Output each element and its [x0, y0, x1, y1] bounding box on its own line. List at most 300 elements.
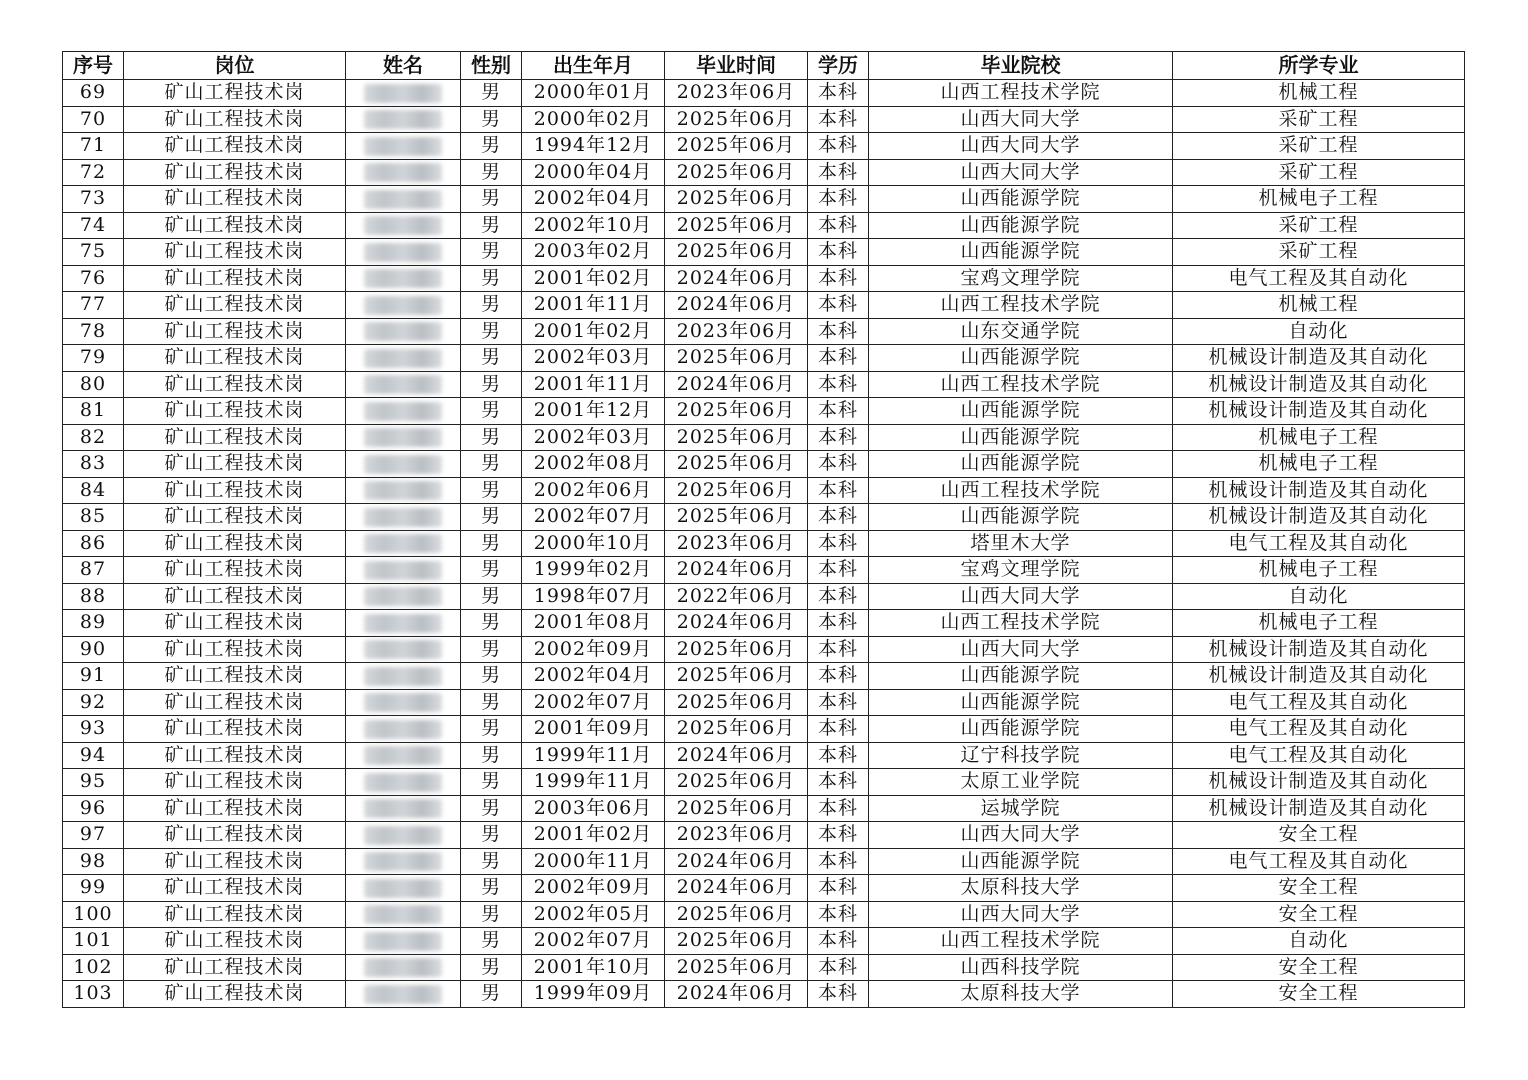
cell-gender: 男	[461, 928, 522, 955]
cell-no: 91	[63, 663, 124, 690]
header-grad: 毕业时间	[665, 52, 808, 80]
cell-birth: 2003年02月	[522, 239, 665, 266]
cell-grad: 2024年06月	[665, 371, 808, 398]
cell-name	[346, 689, 461, 716]
table-row	[63, 345, 1465, 372]
cell-grad: 2025年06月	[665, 451, 808, 478]
cell-gender: 男	[461, 875, 522, 902]
cell-post: 矿山工程技术岗	[124, 557, 346, 584]
cell-name	[346, 583, 461, 610]
cell-no: 78	[63, 318, 124, 345]
cell-post: 矿山工程技术岗	[124, 159, 346, 186]
cell-name	[346, 345, 461, 372]
table-row	[63, 451, 1465, 478]
table-row	[63, 133, 1465, 160]
cell-school: 太原工业学院	[869, 769, 1173, 796]
cell-birth: 2001年10月	[522, 954, 665, 981]
cell-degree: 本科	[808, 265, 869, 292]
header-degree: 学历	[808, 52, 869, 80]
cell-degree: 本科	[808, 981, 869, 1008]
redacted-name	[364, 746, 442, 765]
cell-post: 矿山工程技术岗	[124, 822, 346, 849]
cell-major: 机械设计制造及其自动化	[1173, 769, 1465, 796]
cell-name	[346, 424, 461, 451]
header-gender: 性别	[461, 52, 522, 80]
redacted-name	[364, 163, 442, 182]
table-row	[63, 292, 1465, 319]
cell-birth: 2001年08月	[522, 610, 665, 637]
cell-school: 运城学院	[869, 795, 1173, 822]
cell-gender: 男	[461, 451, 522, 478]
redacted-name	[364, 84, 442, 103]
cell-no: 79	[63, 345, 124, 372]
cell-degree: 本科	[808, 848, 869, 875]
cell-major: 安全工程	[1173, 822, 1465, 849]
redacted-name	[364, 190, 442, 209]
cell-grad: 2025年06月	[665, 424, 808, 451]
cell-school: 山西能源学院	[869, 848, 1173, 875]
cell-birth: 2001年02月	[522, 318, 665, 345]
cell-major: 机械设计制造及其自动化	[1173, 477, 1465, 504]
redacted-name	[364, 799, 442, 818]
table-row	[63, 716, 1465, 743]
cell-post: 矿山工程技术岗	[124, 742, 346, 769]
candidate-table	[62, 51, 1465, 1008]
cell-school: 塔里木大学	[869, 530, 1173, 557]
cell-no: 69	[63, 80, 124, 107]
cell-birth: 2002年09月	[522, 875, 665, 902]
cell-no: 85	[63, 504, 124, 531]
cell-major: 机械设计制造及其自动化	[1173, 663, 1465, 690]
table-row	[63, 848, 1465, 875]
cell-major: 机械电子工程	[1173, 610, 1465, 637]
cell-grad: 2023年06月	[665, 80, 808, 107]
cell-grad: 2025年06月	[665, 504, 808, 531]
redacted-name	[364, 879, 442, 898]
cell-birth: 2001年11月	[522, 371, 665, 398]
cell-major: 机械设计制造及其自动化	[1173, 795, 1465, 822]
cell-gender: 男	[461, 159, 522, 186]
cell-birth: 2001年02月	[522, 822, 665, 849]
cell-school: 宝鸡文理学院	[869, 557, 1173, 584]
cell-grad: 2025年06月	[665, 689, 808, 716]
cell-post: 矿山工程技术岗	[124, 477, 346, 504]
cell-grad: 2025年06月	[665, 133, 808, 160]
redacted-name	[364, 561, 442, 580]
cell-degree: 本科	[808, 875, 869, 902]
cell-degree: 本科	[808, 451, 869, 478]
cell-major: 电气工程及其自动化	[1173, 265, 1465, 292]
cell-name	[346, 186, 461, 213]
redacted-name	[364, 640, 442, 659]
cell-gender: 男	[461, 424, 522, 451]
cell-gender: 男	[461, 477, 522, 504]
header-birth: 出生年月	[522, 52, 665, 80]
cell-major: 采矿工程	[1173, 239, 1465, 266]
cell-grad: 2024年06月	[665, 742, 808, 769]
cell-name	[346, 106, 461, 133]
table-row	[63, 636, 1465, 663]
cell-major: 安全工程	[1173, 875, 1465, 902]
cell-gender: 男	[461, 689, 522, 716]
cell-post: 矿山工程技术岗	[124, 292, 346, 319]
cell-gender: 男	[461, 848, 522, 875]
cell-gender: 男	[461, 795, 522, 822]
cell-gender: 男	[461, 981, 522, 1008]
cell-school: 山西能源学院	[869, 716, 1173, 743]
cell-school: 山西工程技术学院	[869, 371, 1173, 398]
cell-major: 安全工程	[1173, 954, 1465, 981]
cell-name	[346, 451, 461, 478]
cell-post: 矿山工程技术岗	[124, 636, 346, 663]
cell-school: 山西能源学院	[869, 504, 1173, 531]
redacted-name	[364, 852, 442, 871]
redacted-name	[364, 534, 442, 553]
cell-gender: 男	[461, 212, 522, 239]
cell-no: 77	[63, 292, 124, 319]
cell-name	[346, 663, 461, 690]
cell-birth: 2002年07月	[522, 928, 665, 955]
cell-grad: 2023年06月	[665, 822, 808, 849]
cell-school: 山西大同大学	[869, 133, 1173, 160]
cell-birth: 2002年10月	[522, 212, 665, 239]
cell-school: 山西大同大学	[869, 583, 1173, 610]
cell-degree: 本科	[808, 477, 869, 504]
cell-birth: 2001年11月	[522, 292, 665, 319]
cell-degree: 本科	[808, 636, 869, 663]
cell-name	[346, 795, 461, 822]
cell-grad: 2025年06月	[665, 716, 808, 743]
cell-post: 矿山工程技术岗	[124, 981, 346, 1008]
cell-name	[346, 928, 461, 955]
cell-name	[346, 159, 461, 186]
cell-name	[346, 239, 461, 266]
table-row	[63, 901, 1465, 928]
table-row	[63, 742, 1465, 769]
cell-name	[346, 822, 461, 849]
table-row	[63, 504, 1465, 531]
cell-degree: 本科	[808, 928, 869, 955]
cell-post: 矿山工程技术岗	[124, 583, 346, 610]
cell-name	[346, 265, 461, 292]
table-row	[63, 318, 1465, 345]
cell-birth: 2002年07月	[522, 689, 665, 716]
cell-post: 矿山工程技术岗	[124, 239, 346, 266]
cell-gender: 男	[461, 530, 522, 557]
cell-major: 机械电子工程	[1173, 557, 1465, 584]
cell-no: 95	[63, 769, 124, 796]
cell-name	[346, 875, 461, 902]
cell-school: 辽宁科技学院	[869, 742, 1173, 769]
cell-degree: 本科	[808, 398, 869, 425]
table-row	[63, 239, 1465, 266]
table-row	[63, 186, 1465, 213]
cell-major: 采矿工程	[1173, 159, 1465, 186]
cell-major: 机械设计制造及其自动化	[1173, 345, 1465, 372]
cell-grad: 2025年06月	[665, 212, 808, 239]
cell-name	[346, 371, 461, 398]
cell-gender: 男	[461, 583, 522, 610]
cell-no: 92	[63, 689, 124, 716]
cell-grad: 2022年06月	[665, 583, 808, 610]
cell-school: 山西能源学院	[869, 239, 1173, 266]
cell-birth: 2000年01月	[522, 80, 665, 107]
cell-degree: 本科	[808, 292, 869, 319]
cell-post: 矿山工程技术岗	[124, 398, 346, 425]
cell-no: 102	[63, 954, 124, 981]
table-row	[63, 371, 1465, 398]
cell-major: 机械设计制造及其自动化	[1173, 636, 1465, 663]
redacted-name	[364, 958, 442, 977]
cell-gender: 男	[461, 716, 522, 743]
header-major: 所学专业	[1173, 52, 1465, 80]
cell-major: 采矿工程	[1173, 133, 1465, 160]
cell-no: 99	[63, 875, 124, 902]
cell-major: 机械电子工程	[1173, 451, 1465, 478]
redacted-name	[364, 296, 442, 315]
cell-degree: 本科	[808, 212, 869, 239]
redacted-name	[364, 137, 442, 156]
cell-grad: 2025年06月	[665, 928, 808, 955]
cell-grad: 2025年06月	[665, 398, 808, 425]
redacted-name	[364, 110, 442, 129]
cell-no: 97	[63, 822, 124, 849]
cell-name	[346, 716, 461, 743]
cell-grad: 2024年06月	[665, 610, 808, 637]
cell-post: 矿山工程技术岗	[124, 424, 346, 451]
cell-birth: 1999年02月	[522, 557, 665, 584]
cell-no: 100	[63, 901, 124, 928]
cell-major: 电气工程及其自动化	[1173, 742, 1465, 769]
cell-grad: 2025年06月	[665, 901, 808, 928]
cell-birth: 2002年04月	[522, 663, 665, 690]
redacted-name	[364, 720, 442, 739]
cell-school: 山西工程技术学院	[869, 80, 1173, 107]
cell-post: 矿山工程技术岗	[124, 663, 346, 690]
cell-birth: 2001年12月	[522, 398, 665, 425]
redacted-name	[364, 243, 442, 262]
redacted-name	[364, 826, 442, 845]
cell-major: 自动化	[1173, 318, 1465, 345]
cell-school: 山西工程技术学院	[869, 477, 1173, 504]
cell-grad: 2025年06月	[665, 345, 808, 372]
cell-gender: 男	[461, 292, 522, 319]
redacted-name	[364, 773, 442, 792]
cell-gender: 男	[461, 106, 522, 133]
cell-degree: 本科	[808, 106, 869, 133]
cell-degree: 本科	[808, 239, 869, 266]
cell-school: 山西能源学院	[869, 689, 1173, 716]
cell-birth: 2000年11月	[522, 848, 665, 875]
cell-no: 84	[63, 477, 124, 504]
cell-birth: 1999年09月	[522, 981, 665, 1008]
table-row	[63, 424, 1465, 451]
cell-post: 矿山工程技术岗	[124, 133, 346, 160]
cell-degree: 本科	[808, 557, 869, 584]
cell-post: 矿山工程技术岗	[124, 795, 346, 822]
cell-no: 80	[63, 371, 124, 398]
redacted-name	[364, 985, 442, 1004]
cell-school: 山西能源学院	[869, 345, 1173, 372]
header-name: 姓名	[346, 52, 461, 80]
cell-name	[346, 610, 461, 637]
cell-birth: 2002年03月	[522, 424, 665, 451]
cell-post: 矿山工程技术岗	[124, 186, 346, 213]
cell-post: 矿山工程技术岗	[124, 345, 346, 372]
cell-gender: 男	[461, 557, 522, 584]
cell-post: 矿山工程技术岗	[124, 875, 346, 902]
cell-name	[346, 769, 461, 796]
cell-grad: 2024年06月	[665, 981, 808, 1008]
cell-school: 山西能源学院	[869, 663, 1173, 690]
cell-post: 矿山工程技术岗	[124, 504, 346, 531]
table-row	[63, 80, 1465, 107]
cell-major: 安全工程	[1173, 901, 1465, 928]
cell-birth: 2002年06月	[522, 477, 665, 504]
cell-grad: 2023年06月	[665, 318, 808, 345]
cell-no: 93	[63, 716, 124, 743]
cell-school: 山西能源学院	[869, 451, 1173, 478]
redacted-name	[364, 428, 442, 447]
cell-post: 矿山工程技术岗	[124, 451, 346, 478]
cell-no: 89	[63, 610, 124, 637]
cell-school: 太原科技大学	[869, 875, 1173, 902]
cell-birth: 2000年10月	[522, 530, 665, 557]
cell-no: 74	[63, 212, 124, 239]
cell-name	[346, 504, 461, 531]
table-row	[63, 689, 1465, 716]
cell-grad: 2025年06月	[665, 186, 808, 213]
cell-school: 山西能源学院	[869, 212, 1173, 239]
cell-degree: 本科	[808, 80, 869, 107]
cell-birth: 1998年07月	[522, 583, 665, 610]
cell-no: 101	[63, 928, 124, 955]
cell-degree: 本科	[808, 530, 869, 557]
redacted-name	[364, 269, 442, 288]
cell-name	[346, 212, 461, 239]
cell-no: 96	[63, 795, 124, 822]
cell-no: 90	[63, 636, 124, 663]
cell-post: 矿山工程技术岗	[124, 318, 346, 345]
cell-birth: 2001年09月	[522, 716, 665, 743]
cell-gender: 男	[461, 80, 522, 107]
cell-school: 山西能源学院	[869, 186, 1173, 213]
cell-post: 矿山工程技术岗	[124, 80, 346, 107]
cell-name	[346, 530, 461, 557]
cell-degree: 本科	[808, 901, 869, 928]
redacted-name	[364, 455, 442, 474]
cell-degree: 本科	[808, 504, 869, 531]
cell-school: 山西工程技术学院	[869, 928, 1173, 955]
cell-birth: 2002年04月	[522, 186, 665, 213]
redacted-name	[364, 905, 442, 924]
table-row	[63, 954, 1465, 981]
cell-major: 机械设计制造及其自动化	[1173, 398, 1465, 425]
cell-gender: 男	[461, 133, 522, 160]
cell-post: 矿山工程技术岗	[124, 689, 346, 716]
cell-grad: 2025年06月	[665, 106, 808, 133]
table-row	[63, 159, 1465, 186]
table-row	[63, 795, 1465, 822]
redacted-name	[364, 508, 442, 527]
cell-grad: 2025年06月	[665, 663, 808, 690]
cell-grad: 2024年06月	[665, 292, 808, 319]
cell-no: 94	[63, 742, 124, 769]
cell-birth: 2002年08月	[522, 451, 665, 478]
cell-no: 75	[63, 239, 124, 266]
redacted-name	[364, 481, 442, 500]
cell-no: 87	[63, 557, 124, 584]
cell-post: 矿山工程技术岗	[124, 530, 346, 557]
cell-no: 83	[63, 451, 124, 478]
cell-gender: 男	[461, 636, 522, 663]
cell-major: 安全工程	[1173, 981, 1465, 1008]
cell-degree: 本科	[808, 159, 869, 186]
cell-gender: 男	[461, 610, 522, 637]
table-row	[63, 663, 1465, 690]
cell-no: 86	[63, 530, 124, 557]
cell-school: 山西大同大学	[869, 636, 1173, 663]
redacted-name	[364, 216, 442, 235]
header-school: 毕业院校	[869, 52, 1173, 80]
cell-post: 矿山工程技术岗	[124, 265, 346, 292]
cell-birth: 1999年11月	[522, 769, 665, 796]
cell-degree: 本科	[808, 345, 869, 372]
cell-degree: 本科	[808, 822, 869, 849]
cell-name	[346, 477, 461, 504]
cell-major: 电气工程及其自动化	[1173, 716, 1465, 743]
cell-name	[346, 954, 461, 981]
cell-school: 山西工程技术学院	[869, 292, 1173, 319]
cell-gender: 男	[461, 186, 522, 213]
table-row	[63, 398, 1465, 425]
cell-post: 矿山工程技术岗	[124, 769, 346, 796]
cell-no: 72	[63, 159, 124, 186]
cell-no: 81	[63, 398, 124, 425]
table-row	[63, 106, 1465, 133]
cell-name	[346, 981, 461, 1008]
cell-gender: 男	[461, 371, 522, 398]
cell-major: 机械电子工程	[1173, 186, 1465, 213]
cell-school: 山西工程技术学院	[869, 610, 1173, 637]
redacted-name	[364, 932, 442, 951]
cell-degree: 本科	[808, 371, 869, 398]
cell-degree: 本科	[808, 663, 869, 690]
cell-name	[346, 742, 461, 769]
cell-no: 88	[63, 583, 124, 610]
cell-degree: 本科	[808, 583, 869, 610]
cell-no: 71	[63, 133, 124, 160]
cell-school: 山西大同大学	[869, 159, 1173, 186]
redacted-name	[364, 349, 442, 368]
cell-no: 73	[63, 186, 124, 213]
cell-birth: 2000年04月	[522, 159, 665, 186]
cell-degree: 本科	[808, 186, 869, 213]
cell-post: 矿山工程技术岗	[124, 848, 346, 875]
cell-name	[346, 557, 461, 584]
cell-name	[346, 848, 461, 875]
cell-school: 山西大同大学	[869, 106, 1173, 133]
cell-degree: 本科	[808, 424, 869, 451]
cell-major: 机械设计制造及其自动化	[1173, 504, 1465, 531]
cell-gender: 男	[461, 318, 522, 345]
table-row	[63, 981, 1465, 1008]
cell-grad: 2023年06月	[665, 530, 808, 557]
cell-birth: 2003年06月	[522, 795, 665, 822]
cell-major: 采矿工程	[1173, 212, 1465, 239]
cell-grad: 2025年06月	[665, 477, 808, 504]
cell-major: 机械设计制造及其自动化	[1173, 371, 1465, 398]
